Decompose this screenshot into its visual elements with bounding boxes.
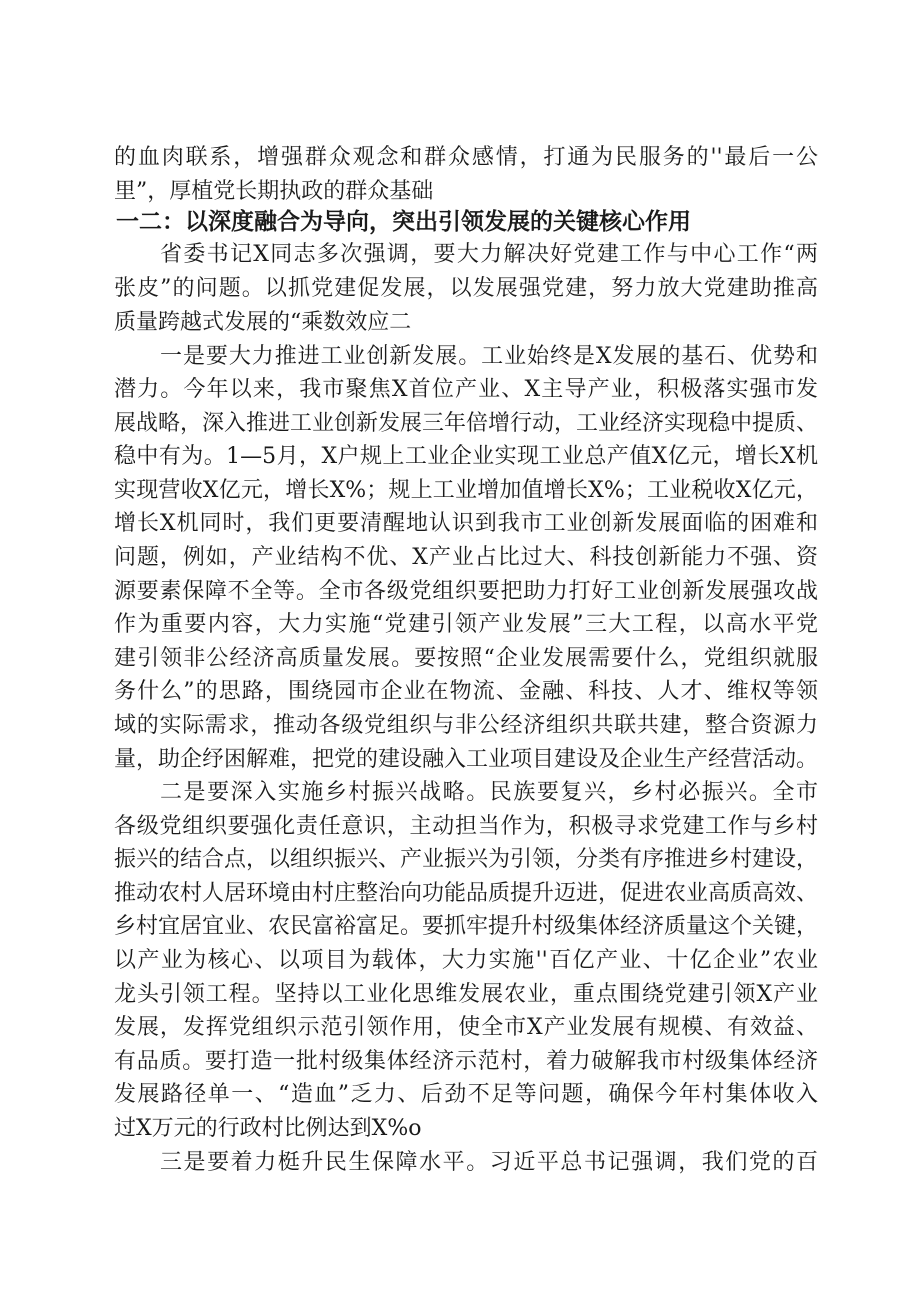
- text-line: 量，助企纾困解难，把党的建设融入工业项目建设及企业生产经营活动。: [114, 747, 819, 772]
- text-line: 建引领非公经济高质量发展。要按照“企业发展需要什么，党组织就服: [114, 646, 818, 671]
- text-line: 二是要深入实施乡村振兴战略。民族要复兴，乡村必振兴。全市: [160, 780, 818, 805]
- text-line: 域的实际需求，推动各级党组织与非公经济组织共联共建，整合资源力: [114, 713, 818, 738]
- text-line: 省委书记X同志多次强调，要大力解决好党建工作与中心工作“两: [160, 242, 818, 267]
- text-line: 展战略，深入推进工业创新发展三年倍增行动，工业经济实现稳中提质、: [114, 411, 819, 436]
- text-line: 问题，例如，产业结构不优、X产业占比过大、科技创新能力不强、资: [114, 545, 818, 570]
- text-line: 潜力。今年以来，我市聚焦X首位产业、X主导产业，积极落实强市发: [114, 377, 818, 402]
- text-line: 乡村宜居宜业、农民富裕富足。要抓牢提升村级集体经济质量这个关键，: [114, 914, 819, 939]
- text-line: 发展路径单一、“造血”乏力、后劲不足等问题，确保今年村集体收入: [114, 1082, 818, 1107]
- text-line: 质量跨越式发展的“乘数效应二: [114, 310, 412, 335]
- text-line: 实现营收X亿元，增长X%；规上工业增加值增长X%；工业税收X亿元，: [114, 478, 818, 503]
- text-line: 发展，发挥党组织示范引领作用，使全市X产业发展有规模、有效益、: [114, 1015, 818, 1040]
- text-line: 一是要大力推进工业创新发展。工业始终是X发展的基石、优势和: [160, 344, 818, 369]
- text-line: 各级党组织要强化责任意识，主动担当作为，积极寻求党建工作与乡村: [114, 814, 818, 839]
- text-line: 过X万元的行政村比例达到X%o: [114, 1116, 422, 1141]
- text-line: 源要素保障不全等。全市各级党组织要把助力打好工业创新发展强攻战: [114, 579, 818, 604]
- text-line: 的血肉联系，增强群众观念和群众感情，打通为民服务的''最后一公: [114, 145, 818, 170]
- section-heading: 一二：以深度融合为导向，突出引领发展的关键核心作用: [116, 209, 691, 235]
- text-line: 龙头引领工程。坚持以工业化思维发展农业，重点围绕党建引领X产业: [114, 982, 818, 1007]
- text-line: 务什么”的思路，围绕园市企业在物流、金融、科技、人才、维权等领: [114, 679, 818, 704]
- text-line: 增长X机同时，我们更要清醒地认识到我市工业创新发展面临的困难和: [114, 511, 818, 536]
- text-line: 推动农村人居环境由村庄整治向功能品质提升迈进，促进农业高质高效、: [114, 881, 819, 906]
- text-line: 里”，厚植党长期执政的群众基础: [114, 179, 434, 204]
- text-line: 以产业为核心、以项目为载体，大力实施''百亿产业、十亿企业”农业: [114, 948, 818, 973]
- text-line: 稳中有为。1—5月，X户规上工业企业实现工业总产值X亿元，增长X机: [114, 444, 818, 469]
- text-line: 振兴的结合点，以组织振兴、产业振兴为引领，分类有序推进乡村建设，: [114, 847, 819, 872]
- text-line: 有品质。要打造一批村级集体经济示范村，着力破解我市村级集体经济: [114, 1049, 818, 1074]
- text-line: 三是要着力梃升民生保障水平。习近平总书记强调，我们党的百: [160, 1150, 818, 1175]
- text-line: 张皮”的问题。以抓党建促发展，以发展强党建，努力放大党建助推高: [114, 276, 818, 301]
- text-line: 作为重要内容，大力实施“党建引领产业发展”三大工程，以高水平党: [114, 612, 818, 637]
